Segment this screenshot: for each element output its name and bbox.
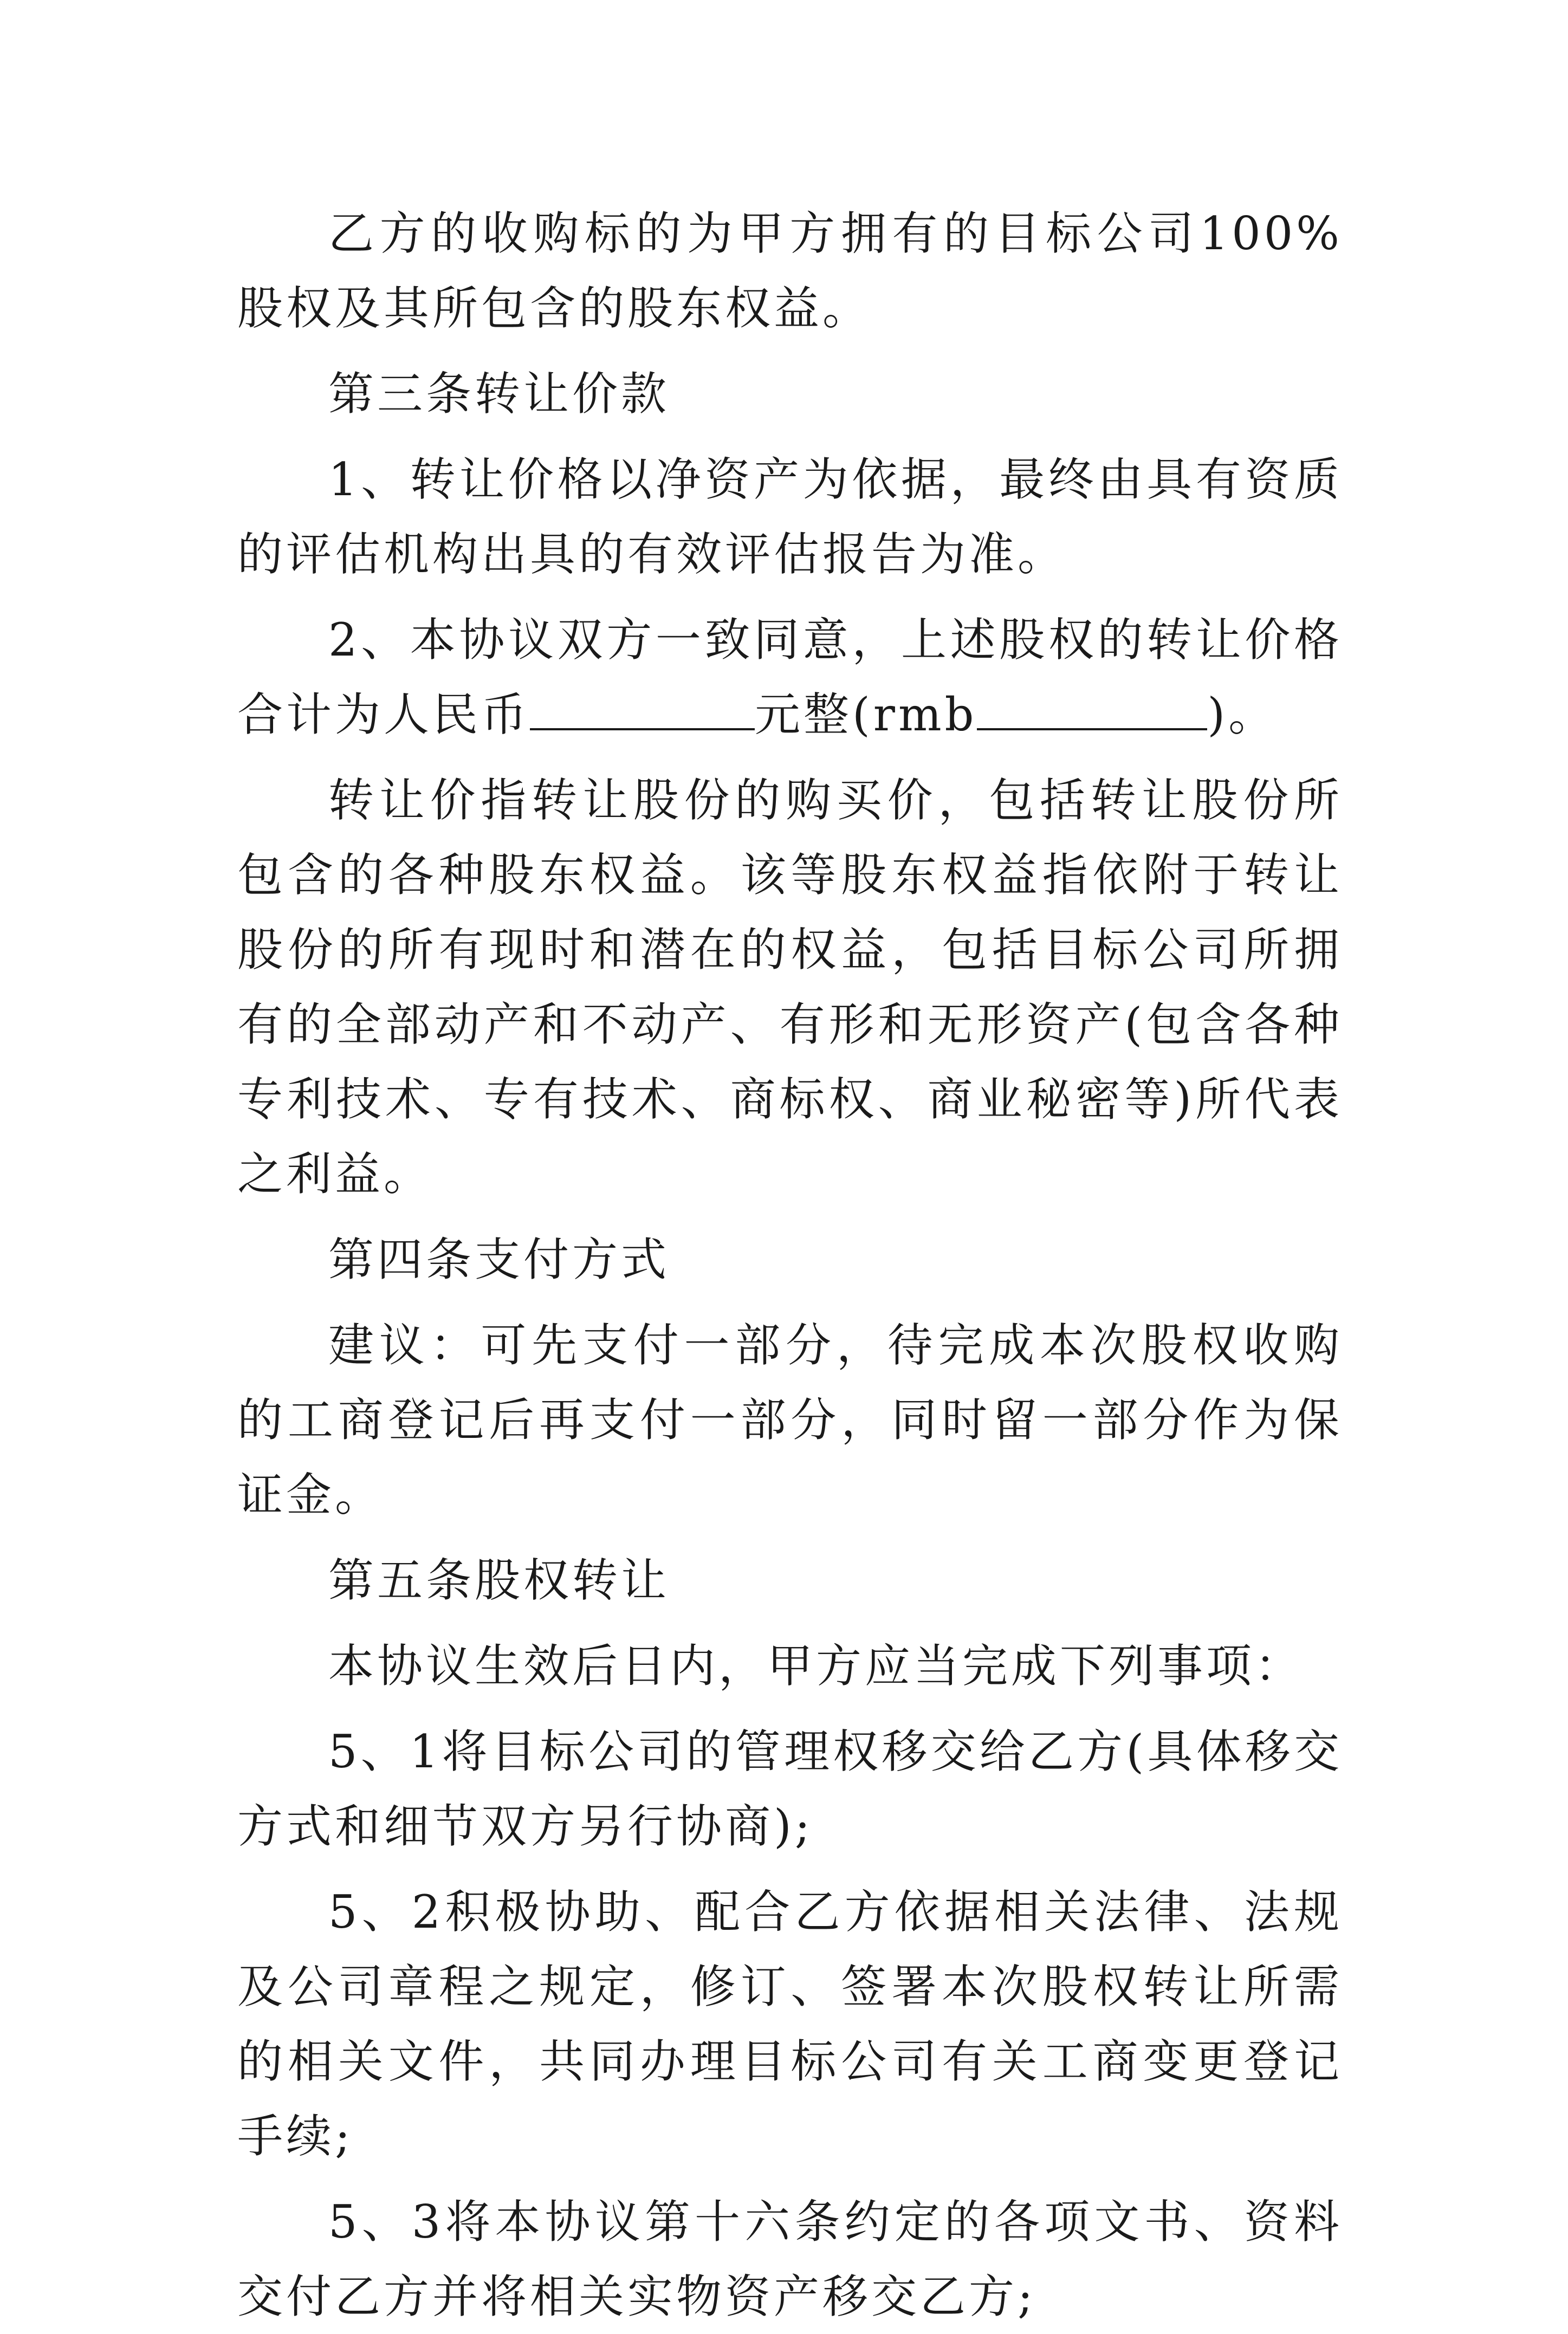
paragraph-price-total (237, 602, 1343, 752)
paragraph-item-5-3: 5、3将本协议第十六条约定的各项文书、资料交付乙方并将相关实物资产移交乙方; (237, 2195, 1343, 2323)
paragraph-price-basis: 1、转让价格以净资产为依据，最终由具有资质的评估机构出具的有效评估报告为准。 (237, 453, 1343, 581)
article-4-heading: 第四条支付方式 (328, 1233, 670, 1286)
paragraph-price-definition: 转让价指转让股份的购买价，包括转让股份所包含的各种股东权益。该等股东权益指依附于转让股份的所有现时和潜在的权益，包括目标公司所拥有的全部动产和不动产、有形和无形资产(包含各种专利技术、专有技术、商标权、商业秘密等)所代表之利益。 (237, 774, 1343, 1201)
amount-blank-rmb-words (530, 693, 755, 730)
document-page (237, 196, 1343, 2334)
amount-blank-rmb-figures (977, 693, 1207, 730)
paragraph-payment-suggestion: 建议：可先支付一部分，待完成本次股权收购的工商登记后再支付一部分，同时留一部分作为保证金。 (237, 1319, 1343, 1521)
paragraph-transfer-intro: 本协议生效后日内，甲方应当完成下列事项： (328, 1639, 1304, 1693)
paragraph-item-5-1: 5、1将目标公司的管理权移交给乙方(具体移交方式和细节双方另行协商); (237, 1725, 1343, 1853)
paragraph-acquisition-target: 乙方的收购标的为甲方拥有的目标公司100%股权及其所包含的股东权益。 (237, 207, 1343, 335)
article-5-heading: 第五条股权转让 (328, 1554, 670, 1607)
price-total-text-a: 2、本协议双方一致同意，上述股权的转让价格合计为人民币 (237, 613, 1343, 741)
price-total-text-b: 元整(rmb (755, 688, 977, 741)
article-3-heading: 第三条转让价款 (328, 367, 670, 420)
paragraph-item-5-2: 5、2积极协助、配合乙方依据相关法律、法规及公司章程之规定，修订、签署本次股权转让所需的相关文件，共同办理目标公司有关工商变更登记手续; (237, 1885, 1343, 2163)
price-total-text-c: )。 (1207, 688, 1278, 741)
